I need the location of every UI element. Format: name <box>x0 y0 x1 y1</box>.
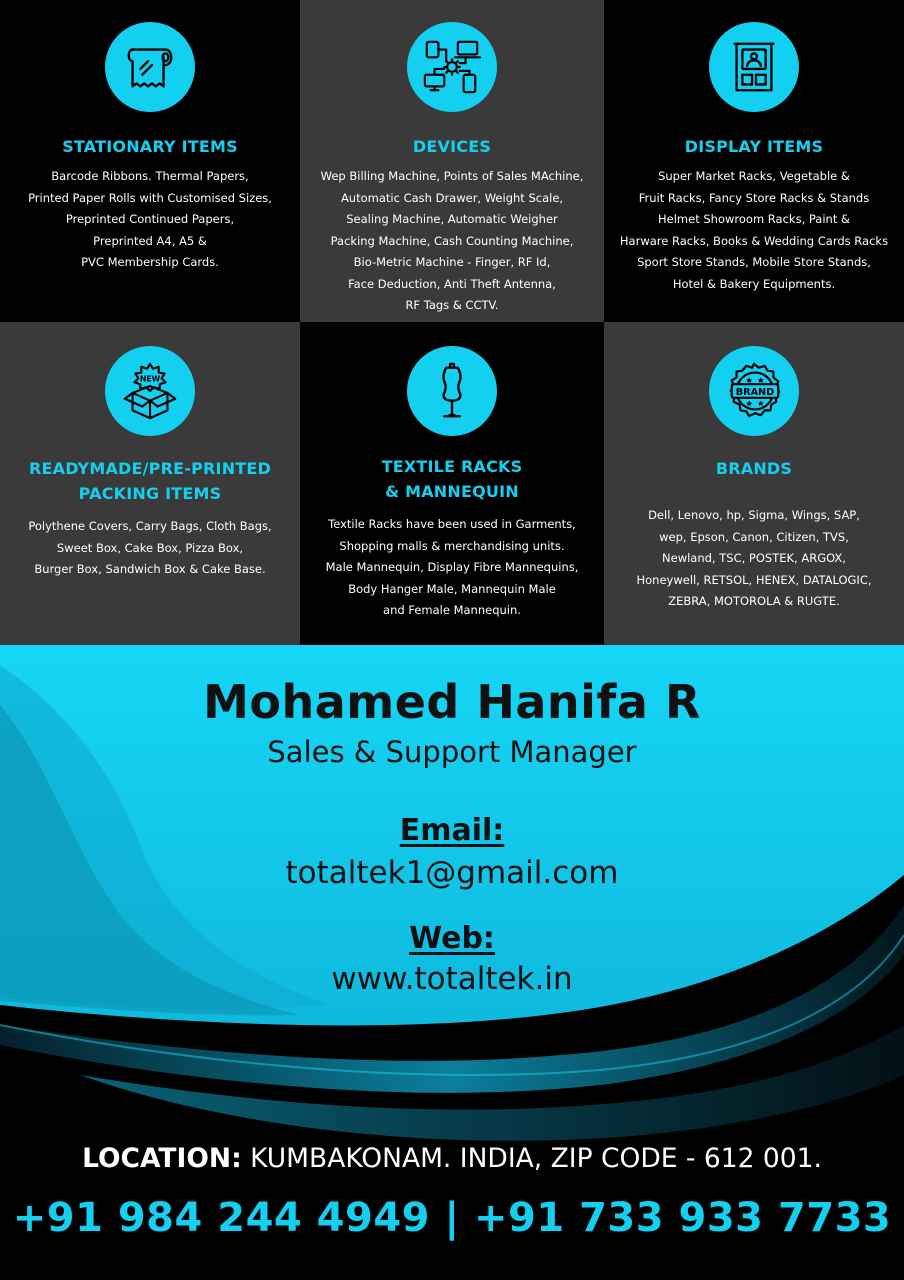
contact-role: Sales & Support Manager <box>267 735 637 769</box>
category-stationary <box>0 0 300 322</box>
category-textile <box>300 322 604 645</box>
brand-badge-icon <box>709 346 799 436</box>
brand-badge-text: BRAND <box>735 386 775 398</box>
category-title: STATIONARY ITEMS <box>62 137 238 156</box>
mannequin-icon <box>407 346 497 436</box>
web-link[interactable]: www.totaltek.in <box>331 961 573 997</box>
devices-network-icon <box>407 22 497 112</box>
email-label-text: Email: <box>399 813 505 848</box>
category-description: Dell, Lenovo, hp, Sigma, Wings, SAP, wep, Epson, Canon, Citizen, TVS, Newland, TSC, POSTEK, ARGOX, Honeywell, RETSOL, HENEX, DATALOGIC, ZEBRA, MOTOROLA & RUGTE. <box>636 508 872 608</box>
email-link[interactable]: totaltek1@gmail.com <box>285 855 619 891</box>
category-display <box>604 0 904 322</box>
location-value: KUMBAKONAM. INDIA, ZIP CODE - 612 001. <box>241 1143 822 1174</box>
category-description: Super Market Racks, Vegetable & Fruit Racks, Fancy Store Racks & Stands Helmet Showroom Racks, Paint & Harware Racks, Books & Wedding Cards Racks Sport Store Stands, Mobile Store Stands, Hotel & Bakery Equipments. <box>619 169 889 291</box>
category-description: Polythene Covers, Carry Bags, Cloth Bags, Sweet Box, Cake Box, Pizza Box, Burger Box, Sandwich Box & Cake Base. <box>28 519 272 576</box>
new-box-icon <box>105 346 195 436</box>
category-description: Barcode Ribbons. Thermal Papers, Printed Paper Rolls with Customised Sizes, Preprinted Continued Papers, Preprinted A4, A5 & PVC Membership Cards. <box>28 169 272 269</box>
category-devices <box>300 0 604 322</box>
display-stand-icon <box>709 22 799 112</box>
category-title: READYMADE/PRE-PRINTED PACKING ITEMS <box>28 459 272 503</box>
category-title: DEVICES <box>412 137 492 156</box>
category-packing <box>0 322 300 645</box>
web-label-text: Web: <box>409 921 495 956</box>
category-title: TEXTILE RACKS & MANNEQUIN <box>381 457 523 501</box>
contact-section <box>0 645 904 1280</box>
phone-numbers[interactable]: +91 984 244 4949 | +91 733 933 7733 <box>12 1195 892 1241</box>
category-brands <box>604 322 904 645</box>
contact-name: Mohamed Hanifa R <box>203 675 701 729</box>
web-label <box>0 921 904 956</box>
location-line <box>0 1143 904 1174</box>
email-label <box>0 813 904 848</box>
category-title: DISPLAY ITEMS <box>684 137 824 156</box>
category-title: BRANDS <box>715 459 793 478</box>
svg-text:NEW: NEW <box>139 374 161 384</box>
paper-roll-icon <box>105 22 195 112</box>
category-description: Textile Racks have been used in Garments, Shopping malls & merchandising units. Male Mannequin, Display Fibre Mannequins, Body Hanger Male, Mannequin Male and Female Mannequin. <box>325 517 579 617</box>
location-label: LOCATION: <box>82 1143 242 1174</box>
category-description: Wep Billing Machine, Points of Sales MAchine, Automatic Cash Drawer, Weight Scale, Sealing Machine, Automatic Weigher Packing Machine, Cash Counting Machine, Bio-Metric Machine - Finger, RF Id, Face Deduction, Anti Theft Antenna, RF Tags & CCTV. <box>320 169 584 312</box>
